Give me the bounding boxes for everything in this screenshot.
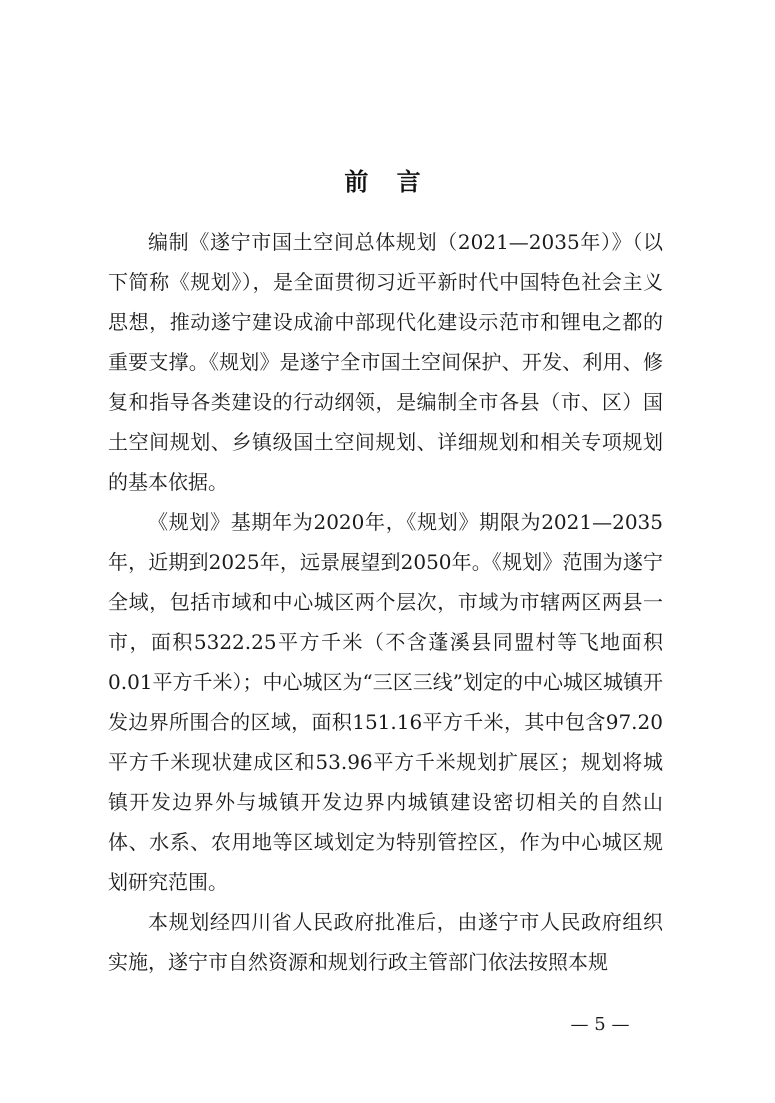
paragraph-1: 编制《遂宁市国土空间总体规划（2021—2035年）》（以下简称《规划》），是全面贯彻习近平新时代中国特色社会主义思想，推动遂宁建设成渝中部现代化建设示范市和锂电之都的重要支撑。《规划》是遂宁全市国土空间保护、开发、利用、修复和指导各类建设的行动纲领，是编制全市各县（市、区）国土空间规划、乡镇级国土空间规划、详细规划和相关专项规划的基本依据。 (108, 230, 663, 494)
body-text (108, 222, 663, 982)
page-title: 前 言 (344, 168, 431, 196)
paragraph-2: 《规划》基期年为2020年，《规划》期限为2021—2035年，近期到2025年，远景展望到2050年。《规划》范围为遂宁全域，包括市域和中心城区两个层次，市域为市辖两区两县一市，面积5322.25平方千米（不含蓬溪县同盟村等飞地面积0.01平方千米）；中心城区为“三区三线”划定的中心城区城镇开发边界所围合的区域，面积151.16平方千米，其中包含97.20平方千米现状建成区和53.96平方千米规划扩展区；规划将城镇开发边界外与城镇开发边界内城镇建设密切相关的自然山体、水系、农用地等区域划定为特别管控区，作为中心城区规划研究范围。 (108, 510, 663, 894)
page-number: — 5 — (570, 1014, 630, 1035)
paragraph-3: 本规划经四川省人民政府批准后，由遂宁市人民政府组织实施，遂宁市自然资源和规划行政主管部门依法按照本规 (108, 910, 663, 974)
